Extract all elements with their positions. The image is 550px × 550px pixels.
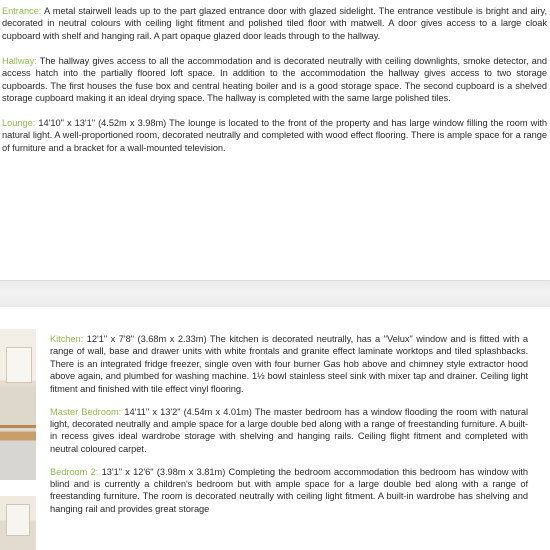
entrance-label: Entrance: (2, 6, 42, 16)
hallway-label: Hallway: (2, 55, 37, 66)
bedroom-2-text: 13'1" x 12'6" (3.98m x 3.81m) Completing the bedroom accommodation this bedroom has window with blind and is currently a children's bedroom but with ample space for a large double bed along with a range of freestanding furniture. The room is decorated neutrally with ceiling light fitment. A built-in wardrobe has shelving and hanging rail and provides great storage (50, 466, 528, 514)
bedroom-photo (0, 496, 36, 550)
bedroom-2-label: Bedroom 2: (50, 466, 99, 477)
page-gap (0, 280, 550, 308)
kitchen-label: Kitchen: (50, 334, 84, 344)
entrance-text: A metal stairwell leads up to the part glazed entrance door with glazed sidelight. The entrance vestibule is bright and airy, decorated in neutral colours with ceiling light fitment and polished tiled floor with matwell. A door gives access to a large cloak cupboard with shelf and hanging rail. A part opaque glazed door leads through to the hallway. (2, 6, 547, 41)
master-bedroom-paragraph (50, 406, 528, 456)
kitchen-text: 12'1" x 7'8" (3.68m x 2.33m) The kitchen is decorated neutrally, has a "Velux" window and is fitted with a range of wall, base and drawer units with white frontals and granite effect laminate worktops and tiled splashbacks. There is an integrated fridge freezer, single oven with four burner Gas hob above and chimney style extractor hood above again, and plumbed for washing machine. 1½ bowl stainless steel sink with mixer tap and drainer. Ceiling light fitment and finished with tile effect vinyl flooring. (50, 334, 528, 394)
master-bedroom-label: Master Bedroom: (50, 406, 122, 417)
lounge-label: Lounge: (2, 117, 36, 128)
kitchen-photo (0, 329, 36, 480)
top-text-column (2, 5, 547, 167)
kitchen-paragraph (50, 333, 528, 395)
lounge-paragraph (2, 117, 547, 154)
master-bedroom-text: 14'11" x 13'2" (4.54m x 4.01m) The master bedroom has a window flooding the room with natural light, decorated neutrally and ample space for a large double bed along with a range of freestanding furniture. A built-in recess gives ideal wardrobe storage with shelving and hanging rails. Ceiling flight fitment and completed with neutral coloured carpet. (50, 406, 528, 454)
bedroom-2-paragraph (50, 466, 528, 516)
hallway-paragraph (2, 55, 547, 105)
lounge-text: 14'10" x 13'1" (4.52m x 3.98m) The lounge is located to the front of the property and has large window filling the room with natural light. A well-proportioned room, decorated neutrally and completed with wood effect flooring. There is ample space for a range of furniture and a bracket for a wall-mounted television. (2, 117, 547, 153)
bottom-text-column (50, 333, 528, 526)
hallway-text: The hallway gives access to all the accommodation and is decorated neutrally with ceiling downlights, smoke detector, and access hatch into the partially floored loft space. In addition to the accommodation the hallway gives access to two storage cupboards. The first houses the fuse box and central heating boiler and is a good storage space. The second cupboard is a shelved storage cupboard making it an ideal drying space. The hallway is completed with the same large polished tiles. (2, 55, 547, 103)
entrance-paragraph (2, 5, 547, 42)
